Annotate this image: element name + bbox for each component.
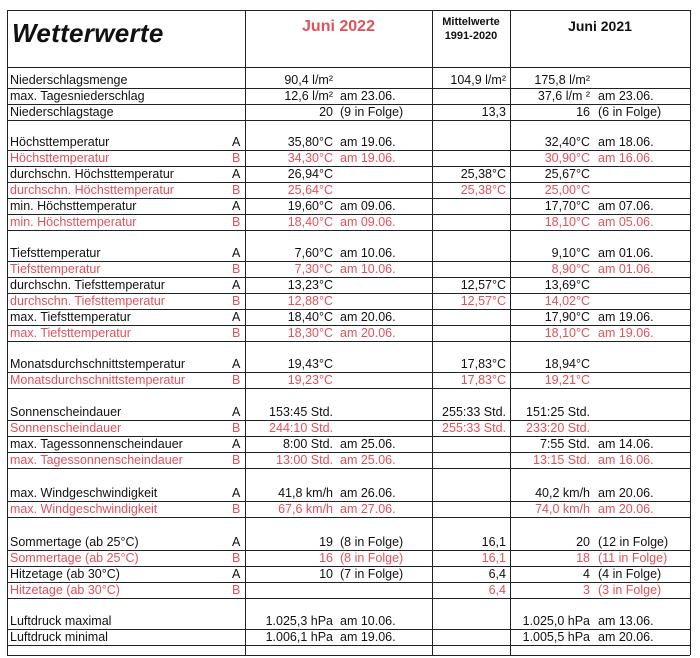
detail-2022: am 25.06. bbox=[340, 437, 396, 451]
column-header-juni-2021: Juni 2021 bbox=[568, 18, 632, 34]
detail-2022: am 10.06. bbox=[340, 262, 396, 276]
detail-2021: am 18.06. bbox=[598, 135, 654, 149]
detail-2022: am 20.06. bbox=[340, 310, 396, 324]
header-separator bbox=[7, 67, 690, 68]
row-variant: B bbox=[232, 453, 241, 467]
value-2022: 12,6 l/m² bbox=[284, 89, 333, 103]
row-label: Sommertage (ab 25°C) bbox=[10, 535, 139, 549]
row-underline bbox=[7, 468, 690, 469]
detail-2022: am 19.06. bbox=[340, 630, 396, 644]
detail-2021: (6 in Folge) bbox=[598, 105, 662, 119]
row-variant: B bbox=[232, 262, 241, 276]
value-2022: 13,23°C bbox=[287, 278, 333, 292]
value-2021: 9,10°C bbox=[551, 246, 590, 260]
value-2022: 1.006,1 hPa bbox=[265, 630, 333, 644]
value-2022: 67,6 km/h bbox=[278, 502, 333, 516]
column-header-period: 1991-2020 bbox=[444, 30, 498, 42]
value-mean: 17,83°C bbox=[460, 357, 506, 371]
table-border-top bbox=[7, 10, 690, 11]
row-underline bbox=[7, 388, 690, 389]
value-2021: 7:55 Std. bbox=[539, 437, 590, 451]
row-label: Hitzetage (ab 30°C) bbox=[10, 583, 120, 597]
value-mean: 16,1 bbox=[481, 551, 506, 565]
detail-2022: (7 in Folge) bbox=[340, 567, 404, 581]
detail-2021: am 16.06. bbox=[598, 151, 654, 165]
row-label: Niederschlagsmenge bbox=[10, 73, 128, 87]
row-underline bbox=[7, 341, 690, 342]
value-2022: 19 bbox=[319, 535, 333, 549]
row-label: max. Tagesniederschlag bbox=[10, 89, 145, 103]
detail-2022: am 09.06. bbox=[340, 215, 396, 229]
detail-2022: am 10.06. bbox=[340, 246, 396, 260]
row-variant: B bbox=[232, 326, 241, 340]
row-label: max. Windgeschwindigkeit bbox=[10, 502, 158, 516]
value-2021: 18 bbox=[576, 551, 590, 565]
row-variant: B bbox=[232, 151, 241, 165]
row-variant: B bbox=[232, 215, 241, 229]
value-2022: 10 bbox=[319, 567, 333, 581]
value-2021: 233:20 Std. bbox=[526, 421, 590, 435]
row-label: Höchsttemperatur bbox=[10, 151, 110, 165]
table-border-bottom bbox=[7, 655, 690, 656]
row-label: max. Windgeschwindigkeit bbox=[10, 486, 158, 500]
row-label: durchschn. Höchsttemperatur bbox=[10, 183, 174, 197]
value-mean: 25,38°C bbox=[460, 167, 506, 181]
detail-2021: am 13.06. bbox=[598, 614, 654, 628]
value-2022: 7,60°C bbox=[294, 246, 333, 260]
value-2022: 41,8 km/h bbox=[278, 486, 333, 500]
row-variant: B bbox=[232, 373, 241, 387]
table-border-left bbox=[7, 10, 8, 655]
detail-2021: (3 in Folge) bbox=[598, 583, 662, 597]
detail-2022: am 19.06. bbox=[340, 151, 396, 165]
detail-2022: am 26.06. bbox=[340, 486, 396, 500]
detail-2022: am 10.06. bbox=[340, 614, 396, 628]
row-label: max. Tagessonnenscheindauer bbox=[10, 453, 183, 467]
row-label: max. Tiefsttemperatur bbox=[10, 310, 131, 324]
row-underline bbox=[7, 120, 690, 121]
value-2022: 7,30°C bbox=[294, 262, 333, 276]
value-2022: 244:10 Std. bbox=[269, 421, 333, 435]
value-2021: 17,90°C bbox=[544, 310, 590, 324]
value-2022: 18,40°C bbox=[287, 310, 333, 324]
row-variant: B bbox=[232, 421, 241, 435]
detail-2022: am 27.06. bbox=[340, 502, 396, 516]
value-mean: 6,4 bbox=[488, 583, 506, 597]
detail-2021: (4 in Folge) bbox=[598, 567, 662, 581]
detail-2021: am 20.06. bbox=[598, 630, 654, 644]
row-variant: A bbox=[232, 437, 241, 451]
value-2022: 35,80°C bbox=[287, 135, 333, 149]
value-2021: 74,0 km/h bbox=[535, 502, 590, 516]
detail-2021: am 20.06. bbox=[598, 502, 654, 516]
row-variant: A bbox=[232, 278, 241, 292]
column-header-mittelwerte: Mittelwerte bbox=[442, 16, 500, 28]
column-header-juni-2022: Juni 2022 bbox=[302, 18, 375, 35]
value-mean: 12,57°C bbox=[460, 278, 506, 292]
detail-2021: (11 in Folge) bbox=[598, 551, 668, 565]
value-2022: 1.025,3 hPa bbox=[265, 614, 333, 628]
value-mean: 25,38°C bbox=[460, 183, 506, 197]
row-label: Luftdruck minimal bbox=[10, 630, 108, 644]
row-label: durchschn. Tiefsttemperatur bbox=[10, 294, 165, 308]
value-mean: 12,57°C bbox=[460, 294, 506, 308]
value-2021: 40,2 km/h bbox=[535, 486, 590, 500]
row-label: max. Tiefsttemperatur bbox=[10, 326, 131, 340]
value-2021: 19,21°C bbox=[544, 373, 590, 387]
value-2021: 18,10°C bbox=[544, 215, 590, 229]
row-underline bbox=[7, 230, 690, 231]
value-2021: 8,90°C bbox=[551, 262, 590, 276]
row-label: Tiefsttemperatur bbox=[10, 262, 101, 276]
detail-2022: am 23.06. bbox=[340, 89, 396, 103]
value-2021: 37,6 l/m ² bbox=[537, 89, 590, 103]
value-2021: 13:15 Std. bbox=[533, 453, 590, 467]
detail-2022: (9 in Folge) bbox=[340, 105, 404, 119]
value-mean: 17,83°C bbox=[460, 373, 506, 387]
page-title: Wetterwerte bbox=[12, 18, 164, 48]
row-label: Niederschlagstage bbox=[10, 105, 114, 119]
row-label: Monatsdurchschnittstemperatur bbox=[10, 357, 186, 371]
row-underline bbox=[7, 645, 690, 646]
detail-2021: am 16.06. bbox=[598, 453, 654, 467]
row-label: min. Höchsttemperatur bbox=[10, 199, 137, 213]
row-label: Sonnenscheindauer bbox=[10, 405, 122, 419]
value-mean: 6,4 bbox=[488, 567, 506, 581]
value-2022: 8:00 Std. bbox=[282, 437, 333, 451]
detail-2022: am 19.06. bbox=[340, 135, 396, 149]
row-label: Sommertage (ab 25°C) bbox=[10, 551, 139, 565]
row-label: durchschn. Tiefsttemperatur bbox=[10, 278, 165, 292]
detail-2021: am 05.06. bbox=[598, 215, 654, 229]
detail-2021: am 23.06. bbox=[598, 89, 654, 103]
value-2022: 13:00 Std. bbox=[276, 453, 333, 467]
value-2022: 18,30°C bbox=[287, 326, 333, 340]
row-variant: A bbox=[232, 357, 241, 371]
detail-2022: (8 in Folge) bbox=[340, 551, 404, 565]
value-2022: 34,30°C bbox=[287, 151, 333, 165]
detail-2021: am 19.06. bbox=[598, 310, 654, 324]
value-2021: 17,70°C bbox=[544, 199, 590, 213]
row-label: Luftdruck maximal bbox=[10, 614, 112, 628]
row-variant: A bbox=[232, 486, 241, 500]
value-2021: 1.025,0 hPa bbox=[522, 614, 590, 628]
detail-2021: (12 in Folge) bbox=[598, 535, 669, 549]
row-label: Monatsdurchschnittstemperatur bbox=[10, 373, 186, 387]
row-variant: A bbox=[232, 535, 241, 549]
value-2022: 16 bbox=[319, 551, 333, 565]
row-variant: A bbox=[232, 246, 241, 260]
value-mean: 255:33 Std. bbox=[442, 421, 506, 435]
row-underline bbox=[7, 598, 690, 599]
value-2021: 18,10°C bbox=[544, 326, 590, 340]
detail-2021: am 01.06. bbox=[598, 262, 654, 276]
row-label: Sonnenscheindauer bbox=[10, 421, 122, 435]
row-variant: A bbox=[232, 135, 241, 149]
value-2022: 19,60°C bbox=[287, 199, 333, 213]
value-2021: 30,90°C bbox=[544, 151, 590, 165]
detail-2021: am 14.06. bbox=[598, 437, 654, 451]
row-variant: B bbox=[232, 183, 241, 197]
detail-2022: am 09.06. bbox=[340, 199, 396, 213]
row-variant: A bbox=[232, 199, 241, 213]
row-label: durchschn. Höchsttemperatur bbox=[10, 167, 174, 181]
detail-2021: am 07.06. bbox=[598, 199, 654, 213]
value-2022: 19,23°C bbox=[287, 373, 333, 387]
value-2021: 151:25 Std. bbox=[526, 405, 590, 419]
value-2021: 16 bbox=[576, 105, 590, 119]
value-2022: 25,64°C bbox=[287, 183, 333, 197]
row-variant: A bbox=[232, 567, 241, 581]
row-label: min. Höchsttemperatur bbox=[10, 215, 137, 229]
value-mean: 16,1 bbox=[481, 535, 506, 549]
value-2022: 153:45 Std. bbox=[269, 405, 333, 419]
row-variant: B bbox=[232, 551, 241, 565]
value-2021: 1.005,5 hPa bbox=[522, 630, 590, 644]
value-mean: 13,3 bbox=[481, 105, 506, 119]
row-label: Höchsttemperatur bbox=[10, 135, 110, 149]
detail-2021: am 01.06. bbox=[598, 246, 654, 260]
value-2021: 25,67°C bbox=[544, 167, 590, 181]
value-mean: 104,9 l/m² bbox=[450, 73, 506, 87]
value-2021: 18,94°C bbox=[544, 357, 590, 371]
value-2021: 25,00°C bbox=[544, 183, 590, 197]
value-2022: 12,88°C bbox=[287, 294, 333, 308]
row-variant: B bbox=[232, 294, 241, 308]
detail-2022: am 25.06. bbox=[340, 453, 396, 467]
value-2021: 3 bbox=[583, 583, 590, 597]
value-2022: 90,4 l/m² bbox=[284, 73, 333, 87]
detail-2022: am 20.06. bbox=[340, 326, 396, 340]
table-border-right bbox=[690, 10, 691, 655]
row-label: Tiefsttemperatur bbox=[10, 246, 101, 260]
value-2021: 20 bbox=[576, 535, 590, 549]
row-variant: A bbox=[232, 310, 241, 324]
value-2022: 19,43°C bbox=[287, 357, 333, 371]
value-2021: 4 bbox=[583, 567, 590, 581]
detail-2022: (8 in Folge) bbox=[340, 535, 404, 549]
value-2021: 14,02°C bbox=[544, 294, 590, 308]
value-2022: 26,94°C bbox=[287, 167, 333, 181]
row-variant: B bbox=[232, 502, 241, 516]
value-mean: 255:33 Std. bbox=[442, 405, 506, 419]
row-variant: A bbox=[232, 167, 241, 181]
row-variant: B bbox=[232, 583, 241, 597]
row-label: max. Tagessonnenscheindauer bbox=[10, 437, 183, 451]
value-2022: 20 bbox=[319, 105, 333, 119]
row-label: Hitzetage (ab 30°C) bbox=[10, 567, 120, 581]
value-2021: 13,69°C bbox=[544, 278, 590, 292]
detail-2021: am 19.06. bbox=[598, 326, 654, 340]
detail-2021: am 20.06. bbox=[598, 486, 654, 500]
row-variant: A bbox=[232, 405, 241, 419]
value-2022: 18,40°C bbox=[287, 215, 333, 229]
value-2021: 175,8 l/m² bbox=[534, 73, 590, 87]
value-2021: 32,40°C bbox=[544, 135, 590, 149]
row-underline bbox=[7, 517, 690, 518]
